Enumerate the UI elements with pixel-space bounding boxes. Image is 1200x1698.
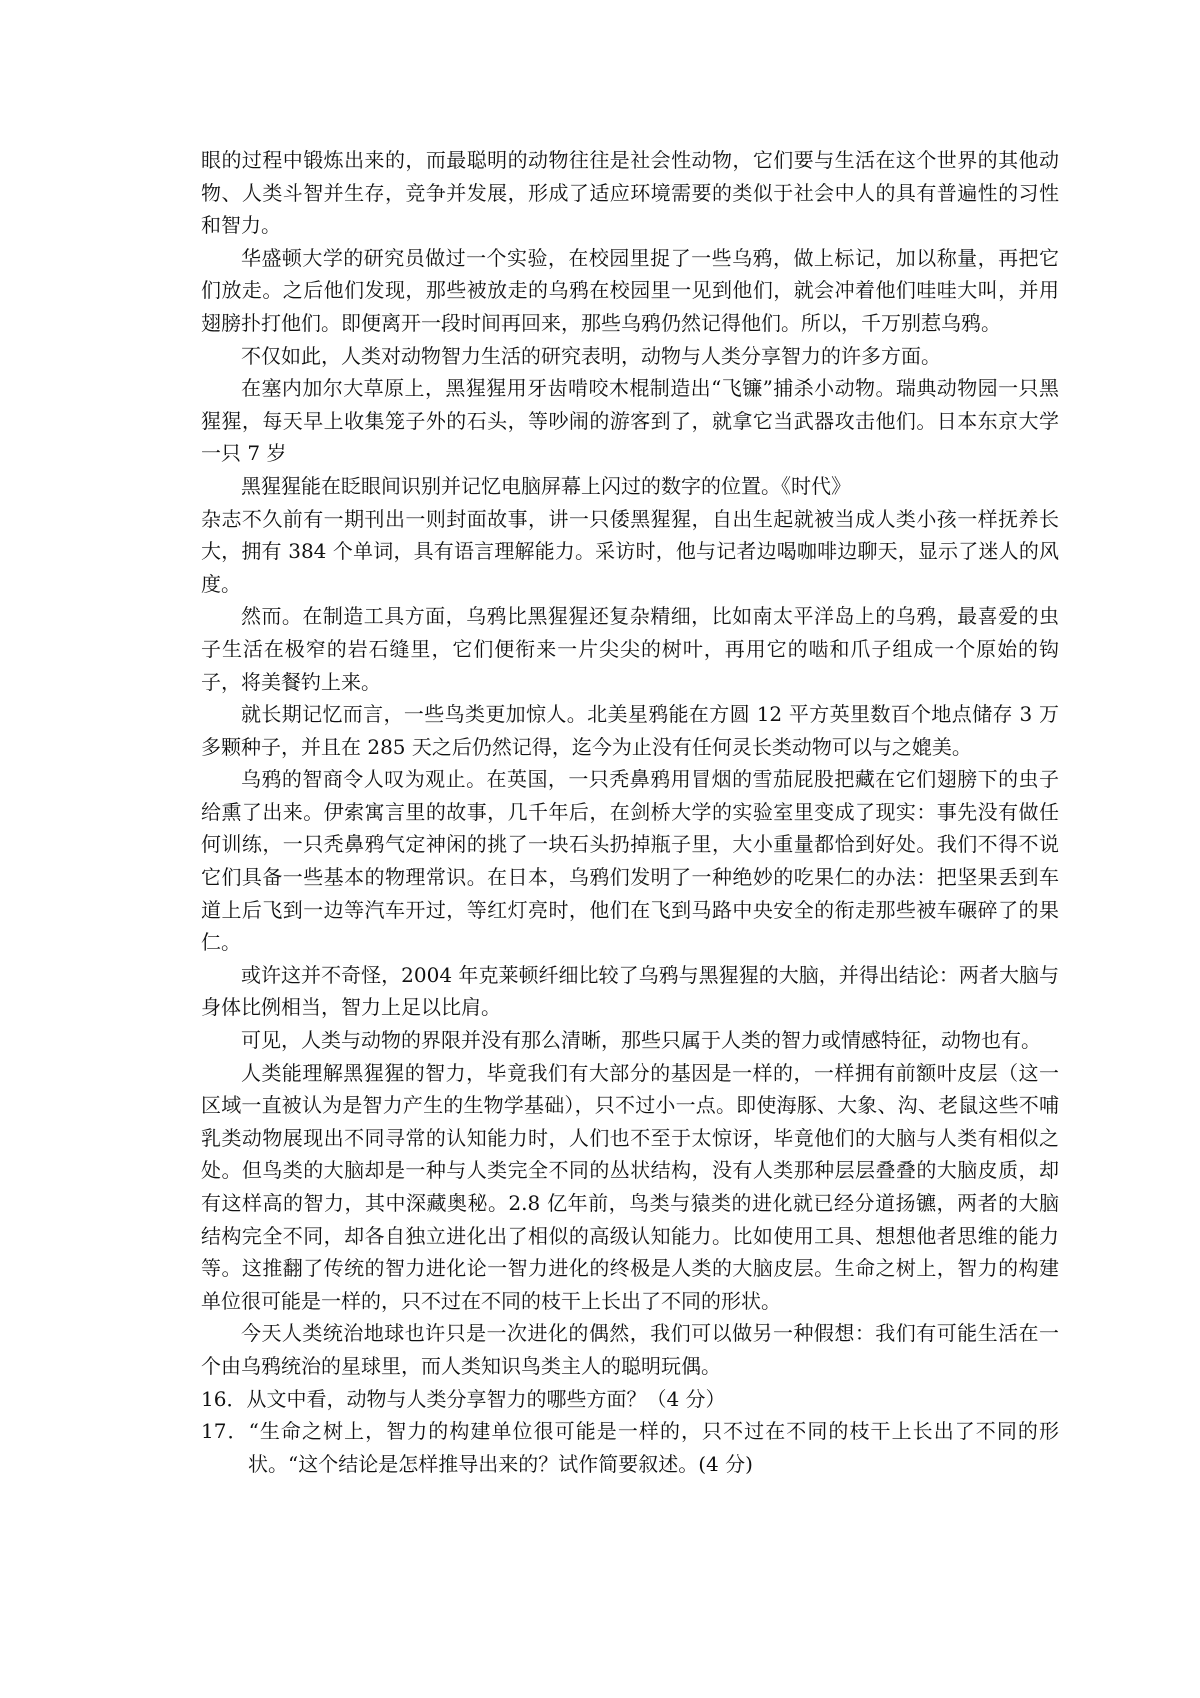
- question-17: 17．“生命之树上，智力的构建单位很可能是一样的，只不过在不同的枝干上长出了不同的形状。“这个结论是怎样推导出来的？试作简要叙述。(4 分): [201, 1419, 1059, 1476]
- paragraph-brain-evolution: 人类能理解黑猩猩的智力，毕竟我们有大部分的基因是一样的，一样拥有前额叶皮层（这一区域一直被认为是智力产生的生物学基础），只不过小一点。即使海豚、大象、沟、老鼠这些不哺乳类动物展现出不同寻常的认知能力时，人们也不至于太惊讶，毕竟他们的大脑与人类有相似之处。但鸟类的大脑却是一种与人类完全不同的丛状结构，没有人类那种层层叠叠的大脑皮质，却有这样高的智力，其中深藏奥秘。2.8 亿年前，鸟类与猿类的进化就已经分道扬镳，两者的大脑结构完全不同，却各自独立进化出了相似的高级认知能力。比如使用工具、想想他者思维的能力等。这推翻了传统的智力进化论一智力进化的终极是人类的大脑皮层。生命之树上，智力的构建单位很可能是一样的，只不过在不同的枝干上长出了不同的形状。: [201, 1060, 1059, 1313]
- paragraph-time-magazine: 杂志不久前有一期刊出一则封面故事，讲一只倭黑猩猩，自出生起就被当成人类小孩一样抚养长大，拥有 384 个单词，具有语言理解能力。采访时，他与记者边喝咖啡边聊天，显示了迷人的风度。: [201, 506, 1059, 596]
- paragraph-crow-iq: 乌鸦的智商令人叹为观止。在英国，一只秃鼻鸦用冒烟的雪茄屁股把藏在它们翅膀下的虫子给熏了出来。伊索寓言里的故事，几千年后，在剑桥大学的实验室里变成了现实：事先没有做任何训练，一只秃鼻鸦气定神闲的挑了一块石头扔掉瓶子里，大小重量都恰到好处。我们不得不说它们具备一些基本的物理常识。在日本，乌鸦们发明了一种绝妙的吃果仁的办法：把坚果丢到车道上后飞到一边等汽车开过，等红灯亮时，他们在飞到马路中央安全的衔走那些被车碾碎了的果仁。: [201, 767, 1059, 955]
- paragraph-boundary: 可见，人类与动物的界限并没有那么清晰，那些只属于人类的智力或情感特征，动物也有。: [241, 1028, 1041, 1053]
- paragraph-shared-intelligence: 不仅如此，人类对动物智力生活的研究表明，动物与人类分享智力的许多方面。: [241, 343, 941, 368]
- article-body: [201, 144, 1059, 1480]
- paragraph-crow-tools: 然而。在制造工具方面，乌鸦比黑猩猩还复杂精细，比如南太平洋岛上的乌鸦，最喜爱的虫子生活在极窄的岩石缝里，它们便衔来一片尖尖的树叶，再用它的啮和爪子组成一个原始的钩子，将美餐钓上来。: [201, 604, 1059, 694]
- paragraph-continuation: 眼的过程中锻炼出来的，而最聪明的动物往往是社会性动物，它们要与生活在这个世界的其他动物、人类斗智并生存，竞争并发展，形成了适应环境需要的类似于社会中人的具有普遍性的习性和智力。: [201, 148, 1059, 238]
- paragraph-chimpanzee-tools: 在塞内加尔大草原上，黑猩猩用牙齿啃咬木棍制造出“飞镰”捕杀小动物。瑞典动物园一只黑猩猩，每天早上收集笼子外的石头，等吵闹的游客到了，就拿它当武器攻击他们。日本东京大学一只 7 岁: [201, 376, 1059, 466]
- paragraph-clayton-study: 或许这并不奇怪，2004 年克莱顿纤细比较了乌鸦与黑猩猩的大脑，并得出结论：两者大脑与身体比例相当，智力上足以比肩。: [201, 962, 1059, 1020]
- question-16: 16．从文中看，动物与人类分享智力的哪些方面？（4 分）: [201, 1386, 726, 1411]
- paragraph-chimpanzee-memory: 黑猩猩能在眨眼间识别并记忆电脑屏幕上闪过的数字的位置。《时代》: [241, 473, 851, 498]
- paragraph-conclusion: 今天人类统治地球也许只是一次进化的偶然，我们可以做另一种假想：我们有可能生活在一个由乌鸦统治的星球里，而人类知识鸟类主人的聪明玩偶。: [201, 1321, 1059, 1378]
- paragraph-long-term-memory: 就长期记忆而言，一些鸟类更加惊人。北美星鸦能在方圆 12 平方英里数百个地点储存 3 万多颗种子，并且在 285 天之后仍然记得，迄今为止没有任何灵长类动物可以与之媲美。: [201, 702, 1059, 759]
- paragraph-washington-experiment: 华盛顿大学的研究员做过一个实验，在校园里捉了一些乌鸦，做上标记，加以称量，再把它们放走。之后他们发现，那些被放走的乌鸦在校园里一见到他们，就会冲着他们哇哇大叫，并用翅膀扑打他们。即便离开一段时间再回来，那些乌鸦仍然记得他们。所以，千万别惹乌鸦。: [201, 245, 1059, 335]
